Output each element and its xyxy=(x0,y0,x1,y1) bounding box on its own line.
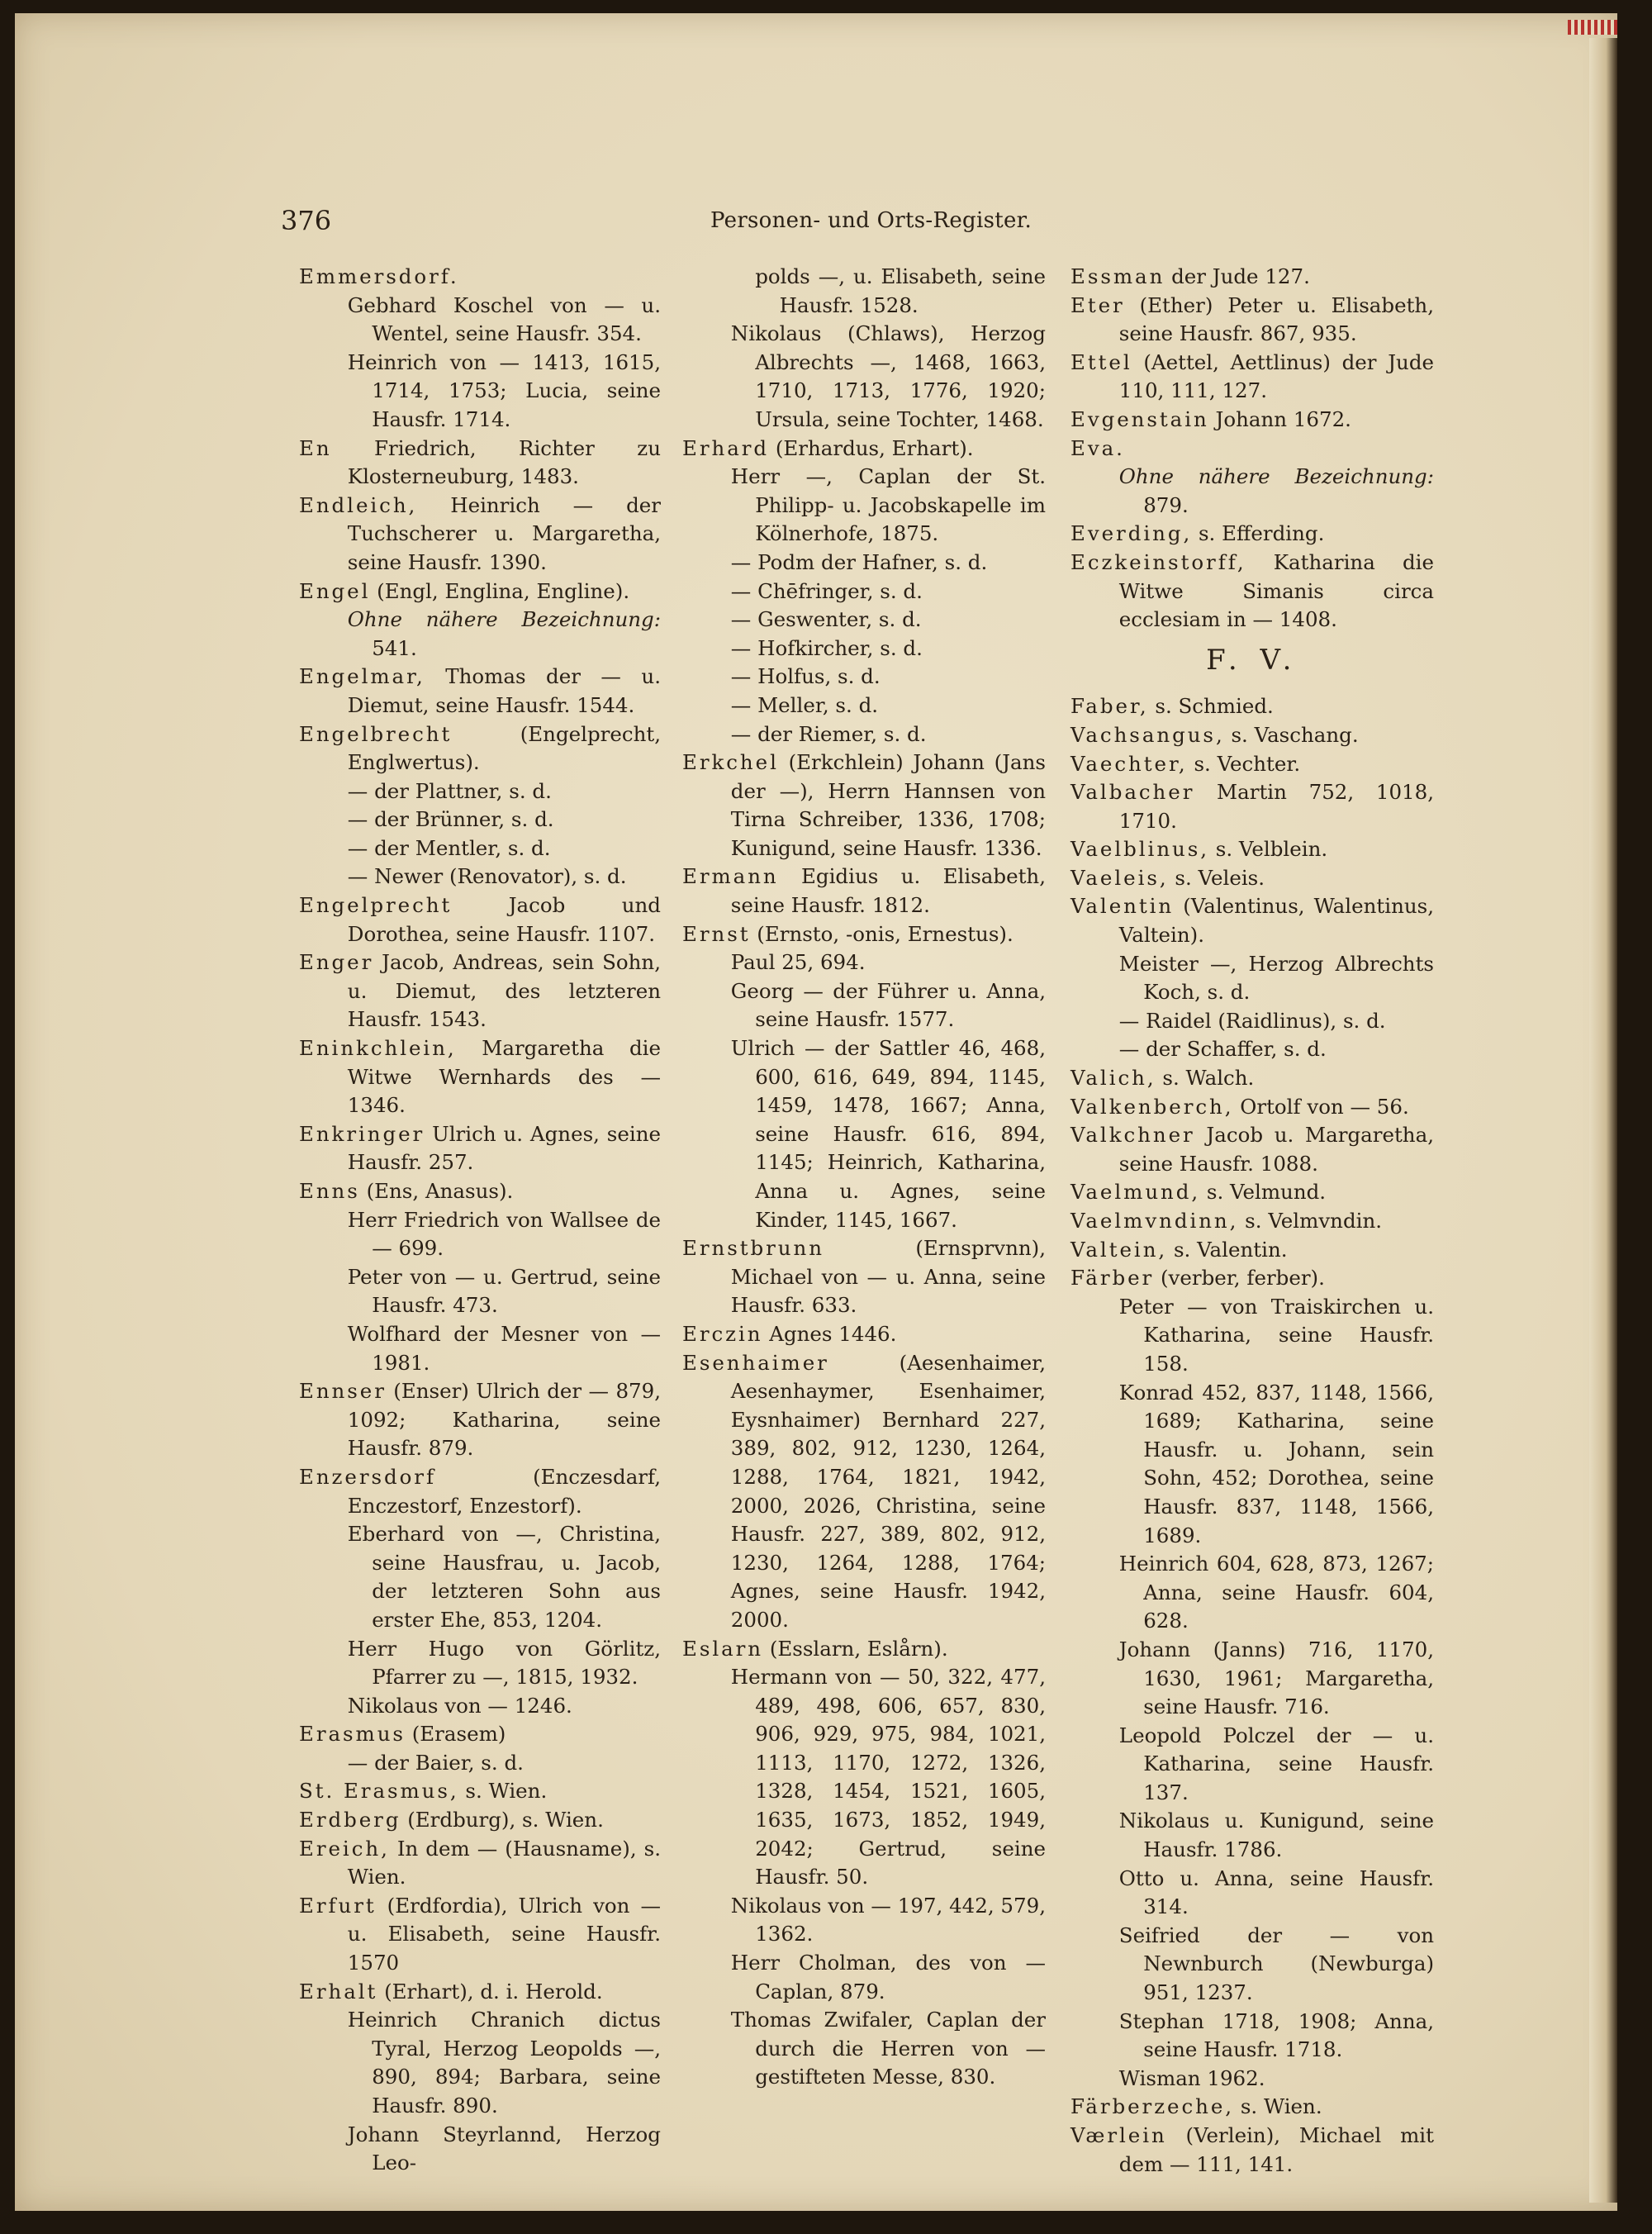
entry-text: Heinrich Chranich dictus Tyral, Herzog Leopolds —, 890, 894; Barbara, seine Hausfr. 890. xyxy=(347,2008,661,2118)
entry-text: Herr Cholman, des von — Caplan, 879. xyxy=(730,1951,1046,2003)
index-subentry xyxy=(299,606,661,663)
entry-text: Nikolaus (Chlaws), Herzog Albrechts —, 1468, 1663, 1710, 1713, 1776, 1920; Ursula, seine Tochter, 1468. xyxy=(730,321,1046,431)
entry-headword: Valkenberch, xyxy=(1070,1094,1234,1119)
entry-headword: En xyxy=(299,435,332,460)
index-subentry xyxy=(299,2121,661,2178)
index-entry xyxy=(299,435,661,492)
entry-text: Wisman 1962. xyxy=(1118,2065,1265,2090)
index-column-2 xyxy=(682,263,1046,2092)
running-title: Personen- und Orts-Register. xyxy=(710,208,1032,233)
index-column-1 xyxy=(299,263,661,2178)
index-entry xyxy=(299,1720,661,1749)
entry-text: — Chēfringer, s. d. xyxy=(730,578,923,603)
entry-headword: Ennser xyxy=(299,1379,387,1404)
entry-headword: Vaelblinus, xyxy=(1070,837,1209,862)
entry-text: Gebhard Koschel von — u. Wentel, seine Hausfr. 354. xyxy=(347,292,661,346)
index-subentry xyxy=(1070,1293,1434,1379)
index-entry xyxy=(299,263,661,292)
entry-headword: Enger xyxy=(299,950,374,975)
index-entry xyxy=(299,720,661,777)
index-subentry xyxy=(682,549,1046,578)
entry-text: (verber, ferber). xyxy=(1154,1266,1325,1290)
index-subentry xyxy=(299,834,661,863)
index-column-3 xyxy=(1070,263,1434,2179)
index-entry xyxy=(1070,1064,1434,1093)
entry-headword: Engelbrecht xyxy=(299,721,453,746)
index-subentry xyxy=(682,606,1046,635)
entry-headword: Ermann xyxy=(682,864,779,889)
entry-text: (Engl, Englina, Engline). xyxy=(370,578,630,603)
index-entry xyxy=(1070,1207,1434,1236)
entry-text: s. Vaschang. xyxy=(1224,722,1359,747)
entry-headword: Everding, xyxy=(1070,521,1193,546)
entry-headword: Valich, xyxy=(1070,1066,1156,1091)
index-entry xyxy=(1070,263,1434,292)
index-subentry xyxy=(682,320,1046,434)
entry-headword: Esenhaimer xyxy=(682,1350,829,1375)
entry-text: Eberhard von —, Christina, seine Hausfrau, u. Jacob, der letzteren Sohn aus erster Ehe, 853, 1204. xyxy=(347,1522,661,1632)
index-subentry xyxy=(299,1749,661,1778)
entry-headword: Ereich, xyxy=(299,1836,390,1861)
index-entry xyxy=(1070,778,1434,835)
index-entry xyxy=(299,663,661,720)
entry-text: (Valentinus, Walentinus, Valtein). xyxy=(1118,894,1434,948)
entry-text: Ortolf von — 56. xyxy=(1233,1094,1409,1119)
page-edge-marks xyxy=(1568,20,1617,35)
index-subentry xyxy=(682,1663,1046,1892)
entry-text: — Newer (Renovator), s. d. xyxy=(347,864,627,889)
entry-headword: St. Erasmus, xyxy=(299,1779,459,1804)
entry-headword: Ernstbrunn xyxy=(682,1236,824,1261)
index-subentry xyxy=(682,1892,1046,1949)
entry-text: Stephan 1718, 1908; Anna, seine Hausfr. 1718. xyxy=(1118,2008,1434,2062)
entry-text: s. Valentin. xyxy=(1167,1237,1288,1262)
entry-text: (Aesenhaimer, Aesenhaymer, Esenhaimer, Eysnhaimer) Bernhard 227, 389, 802, 912, 1230, 1264, 1288, 1764, 1821, 1942, 2000, 2026, Christina, seine Hausfr. 227, 389, 802, 912, 1230, 1264, 1288, 1764; Agnes, seine Hausfr. 1942, 2000. xyxy=(730,1350,1046,1632)
index-subentry xyxy=(299,863,661,891)
entry-text: — Podm der Hafner, s. d. xyxy=(730,549,988,574)
entry-text: (Enser) Ulrich der — 879, 1092; Katharina, seine Hausfr. 879. xyxy=(347,1379,661,1461)
entry-text: s. Veleis. xyxy=(1168,865,1265,890)
index-entry xyxy=(1070,292,1434,349)
entry-text: Egidius u. Elisabeth, seine Hausfr. 1812. xyxy=(730,864,1046,918)
entry-headword: Enns xyxy=(299,1179,360,1203)
entry-text: Meister —, Herzog Albrechts Koch, s. d. xyxy=(1118,951,1434,1005)
index-subentry xyxy=(1070,1807,1434,1864)
entry-text: s. Velblein. xyxy=(1209,837,1328,862)
entry-text: Heinrich — der Tuchscherer u. Margaretha, seine Hausfr. 1390. xyxy=(347,492,661,574)
index-subentry xyxy=(1070,1722,1434,1808)
index-entry xyxy=(1070,435,1434,463)
entry-headword: Erkchel xyxy=(682,750,779,775)
page-right-edge xyxy=(1589,38,1617,2203)
entry-text: (Erdburg), s. Wien. xyxy=(401,1808,604,1832)
index-subentry xyxy=(682,2006,1046,2092)
entry-text: 879. xyxy=(1143,492,1189,517)
entry-text: (Erdfordia), Ulrich von — u. Elisabeth, seine Hausfr. 1570 xyxy=(347,1893,661,1975)
entry-text: Herr Hugo von Görlitz, Pfarrer zu —, 1815, 1932. xyxy=(347,1636,661,1690)
index-entry xyxy=(1070,864,1434,893)
index-subentry xyxy=(682,720,1046,749)
entry-text: Otto u. Anna, seine Hausfr. 314. xyxy=(1118,1866,1434,1919)
index-subentry xyxy=(1070,1379,1434,1551)
entry-text: Peter von — u. Gertrud, seine Hausfr. 473. xyxy=(347,1264,661,1318)
entry-headword: Faber, xyxy=(1070,694,1149,719)
index-subentry xyxy=(299,1206,661,1263)
entry-headword: Erhalt xyxy=(299,1979,378,2003)
entry-headword: Enkringer xyxy=(299,1121,425,1146)
entry-text: Johann Steyrlannd, Herzog Leo- xyxy=(347,2122,661,2175)
entry-headword: Eslarn xyxy=(682,1636,764,1661)
entry-text: s. Vechter. xyxy=(1187,751,1301,776)
entry-text: s. Velmund. xyxy=(1200,1180,1327,1205)
index-entry xyxy=(299,1777,661,1806)
index-entry xyxy=(682,435,1046,463)
section-heading: F. V. xyxy=(1206,643,1298,677)
entry-italic-note: Ohne nähere Bezeichnung: xyxy=(347,607,661,632)
entry-headword: Værlein xyxy=(1070,2123,1167,2147)
entry-text: Johann (Janns) 716, 1170, 1630, 1961; Margaretha, seine Hausfr. 716. xyxy=(1118,1637,1434,1719)
entry-text: Jacob u. Margaretha, seine Hausfr. 1088. xyxy=(1118,1123,1434,1176)
entry-text: (Enczesdarf, Enczestorf, Enzestorf). xyxy=(347,1464,661,1518)
index-subentry xyxy=(299,1320,661,1377)
entry-text: polds —, u. Elisabeth, seine Hausfr. 1528. xyxy=(755,264,1046,317)
entry-text: s. Wien. xyxy=(458,1779,548,1804)
index-subentry xyxy=(682,263,1046,320)
index-subentry xyxy=(682,663,1046,692)
entry-text: Jacob und Dorothea, seine Hausfr. 1107. xyxy=(347,893,661,946)
index-subentry xyxy=(1070,1550,1434,1636)
entry-headword: Erczin xyxy=(682,1321,763,1346)
entry-text: — der Plattner, s. d. xyxy=(347,778,552,803)
entry-text: Ulrich — der Sattler 46, 468, 600, 616, 649, 894, 1145, 1459, 1478, 1667; Anna, seine Hausfr. 616, 894, 1145; Heinrich, Katharina, Anna u. Agnes, seine Kinder, 1145, 1667. xyxy=(730,1036,1046,1232)
entry-text: Thomas der — u. Diemut, seine Hausfr. 1544. xyxy=(347,664,661,717)
index-entry xyxy=(682,1635,1046,1664)
index-subentry xyxy=(682,1034,1046,1234)
entry-text: Agnes 1446. xyxy=(762,1321,897,1346)
entry-headword: Vaeleis, xyxy=(1070,865,1169,890)
index-entry xyxy=(299,1835,661,1892)
index-subentry xyxy=(299,2006,661,2120)
entry-text: In dem — (Hausname), s. Wien. xyxy=(347,1836,661,1889)
entry-headword: Essman xyxy=(1070,264,1165,288)
index-subentry xyxy=(682,635,1046,663)
entry-text: Wolfhard der Mesner von — 1981. xyxy=(347,1321,661,1375)
entry-text: (Erkchlein) Johann (Jans der —), Herrn Hannsen von Tirna Schreiber, 1336, 1708; Kunigund, seine Hausfr. 1336. xyxy=(730,750,1046,860)
index-entry xyxy=(1070,520,1434,549)
index-entry xyxy=(682,920,1046,949)
index-subentry xyxy=(1070,1007,1434,1036)
index-subentry xyxy=(299,1635,661,1692)
entry-headword: Endleich, xyxy=(299,492,418,517)
index-subentry xyxy=(1070,950,1434,1007)
entry-headword: Valentin xyxy=(1070,894,1175,919)
entry-text: — Geswenter, s. d. xyxy=(730,607,922,632)
entry-headword: Erdberg xyxy=(299,1808,401,1832)
index-entry xyxy=(299,1377,661,1463)
index-entry xyxy=(299,578,661,606)
entry-text: Herr —, Caplan der St. Philipp- u. Jacobskapelle im Kölnerhofe, 1875. xyxy=(730,464,1046,546)
index-subentry xyxy=(1070,2065,1434,2094)
entry-text: Konrad 452, 837, 1148, 1566, 1689; Katharina, seine Hausfr. u. Johann, sein Sohn, 452; Dorothea, seine Hausfr. 837, 1148, 1566, 1689. xyxy=(1118,1380,1434,1547)
page-number: 376 xyxy=(281,205,332,236)
index-entry xyxy=(1070,406,1434,435)
index-subentry xyxy=(682,463,1046,549)
index-entry xyxy=(299,1978,661,2007)
entry-headword: Valkchner xyxy=(1070,1123,1195,1148)
entry-text: Leopold Polczel der — u. Katharina, seine Hausfr. 137. xyxy=(1118,1723,1434,1804)
entry-text: 541. xyxy=(372,635,417,660)
index-subentry xyxy=(682,948,1046,977)
entry-text: Heinrich 604, 628, 873, 1267; Anna, seine Hausfr. 604, 628. xyxy=(1118,1552,1434,1633)
index-entry xyxy=(1070,750,1434,779)
index-entry xyxy=(299,492,661,578)
index-subentry xyxy=(1070,1865,1434,1922)
index-entry xyxy=(299,1806,661,1835)
index-entry xyxy=(682,1349,1046,1635)
index-entry xyxy=(1070,892,1434,949)
index-entry xyxy=(299,1034,661,1120)
entry-italic-note: Ohne nähere Bezeichnung: xyxy=(1118,464,1434,489)
entry-text: s. Velmvndin. xyxy=(1238,1209,1383,1233)
entry-headword: Engelmar, xyxy=(299,664,425,689)
entry-text: (Erhart), d. i. Herold. xyxy=(377,1979,603,2003)
index-subentry xyxy=(299,292,661,349)
entry-text: (Erasem) xyxy=(405,1722,506,1747)
entry-text: (Ernsto, -onis, Ernestus). xyxy=(750,921,1014,946)
entry-headword: Eninkchlein, xyxy=(299,1036,457,1061)
index-entry xyxy=(682,749,1046,863)
entry-headword: Evgenstain xyxy=(1070,406,1209,431)
index-entry xyxy=(299,1892,661,1978)
entry-headword: Erfurt xyxy=(299,1893,377,1918)
entry-headword: Vaechter, xyxy=(1070,751,1188,776)
entry-headword: Eczkeinstorff, xyxy=(1070,549,1246,574)
index-subentry xyxy=(299,1263,661,1320)
entry-text: Georg — der Führer u. Anna, seine Hausfr. 1577. xyxy=(730,978,1046,1032)
entry-text: Hermann von — 50, 322, 477, 489, 498, 606, 657, 830, 906, 929, 975, 984, 1021, 1113, 1170, 1272, 1326, 1328, 1454, 1521, 1605, 1635, 1673, 1852, 1949, 2042; Gertrud, seine Hausfr. 50. xyxy=(730,1665,1046,1889)
entry-text: (Ernsprvnn), Michael von — u. Anna, seine Hausfr. 633. xyxy=(730,1236,1046,1318)
entry-text: (Esslarn, Eslårn). xyxy=(763,1636,948,1661)
entry-headword: Färberzeche, xyxy=(1070,2094,1235,2119)
entry-text: (Aettel, Aettlinus) der Jude 110, 111, 127. xyxy=(1118,349,1434,403)
entry-text: Nikolaus von — 1246. xyxy=(347,1693,572,1718)
index-entry xyxy=(1070,1121,1434,1178)
index-subentry xyxy=(299,806,661,834)
entry-text: (Verlein), Michael mit dem — 111, 141. xyxy=(1118,2123,1434,2176)
index-entry xyxy=(1070,1093,1434,1122)
entry-text: Nikolaus von — 197, 442, 579, 1362. xyxy=(730,1893,1046,1946)
index-entry xyxy=(1070,2093,1434,2122)
entry-headword: Valbacher xyxy=(1070,780,1195,805)
entry-text: — der Schaffer, s. d. xyxy=(1118,1037,1327,1062)
index-entry xyxy=(1070,549,1434,635)
index-subentry xyxy=(682,578,1046,606)
index-subentry xyxy=(682,692,1046,720)
entry-text: — Meller, s. d. xyxy=(730,692,879,717)
index-entry xyxy=(299,1177,661,1206)
index-subentry xyxy=(682,977,1046,1034)
entry-headword: Erhard xyxy=(682,435,770,460)
index-entry xyxy=(1070,721,1434,750)
entry-text: Margaretha die Witwe Wernhards des — 1346. xyxy=(347,1036,661,1118)
index-subentry xyxy=(682,1949,1046,2006)
entry-text: (Ens, Anasus). xyxy=(359,1179,514,1203)
index-entry xyxy=(299,1120,661,1177)
entry-text: der Jude 127. xyxy=(1165,264,1310,288)
index-entry xyxy=(1070,835,1434,864)
entry-headword: Ernst xyxy=(682,921,751,946)
entry-headword: Vaelmund, xyxy=(1070,1180,1201,1205)
entry-text: — Raidel (Raidlinus), s. d. xyxy=(1118,1008,1386,1033)
entry-text: s. Schmied. xyxy=(1148,694,1274,719)
entry-text: Ulrich u. Agnes, seine Hausfr. 257. xyxy=(347,1121,661,1175)
entry-headword: Eter xyxy=(1070,292,1125,317)
index-entry xyxy=(1070,1236,1434,1265)
index-subentry xyxy=(1070,463,1434,520)
index-subentry xyxy=(1070,2008,1434,2065)
entry-text: s. Wien. xyxy=(1234,2094,1322,2119)
entry-text: — der Riemer, s. d. xyxy=(730,721,927,746)
index-entry xyxy=(1070,692,1434,721)
entry-text: — Hofkircher, s. d. xyxy=(730,635,923,660)
entry-headword: Erasmus xyxy=(299,1722,406,1747)
index-subentry xyxy=(1070,1922,1434,2008)
index-entry xyxy=(682,1320,1046,1349)
entry-text: Johann 1672. xyxy=(1208,406,1351,431)
entry-headword: Engel xyxy=(299,578,371,603)
entry-text: (Ether) Peter u. Elisabeth, seine Hausfr. 867, 935. xyxy=(1118,292,1434,346)
index-entry xyxy=(682,863,1046,920)
page-header xyxy=(281,205,1470,238)
entry-text: Jacob, Andreas, sein Sohn, u. Diemut, des letzteren Hausfr. 1543. xyxy=(347,950,661,1032)
entry-text: Nikolaus u. Kunigund, seine Hausfr. 1786. xyxy=(1118,1809,1434,1862)
entry-headword: Ettel xyxy=(1070,349,1132,374)
entry-text: — der Brünner, s. d. xyxy=(347,807,554,832)
index-entry xyxy=(299,1463,661,1520)
index-subentry xyxy=(299,1692,661,1721)
entry-text: Peter — von Traiskirchen u. Katharina, seine Hausfr. 158. xyxy=(1118,1294,1434,1376)
entry-text: Martin 752, 1018, 1710. xyxy=(1118,780,1434,833)
entry-headword: Vachsangus, xyxy=(1070,722,1225,747)
index-subentry xyxy=(299,777,661,806)
entry-headword: Engelprecht xyxy=(299,893,453,918)
entry-headword: Vaelmvndinn, xyxy=(1070,1209,1239,1233)
index-entry xyxy=(299,948,661,1034)
index-entry xyxy=(1070,1178,1434,1207)
entry-headword: Emmersdorf. xyxy=(299,264,459,288)
index-entry xyxy=(1070,1264,1434,1293)
entry-text: — Holfus, s. d. xyxy=(730,664,881,689)
index-entry xyxy=(1070,349,1434,406)
index-entry xyxy=(682,1234,1046,1320)
index-subentry xyxy=(1070,1636,1434,1722)
index-entry xyxy=(299,891,661,948)
entry-headword: Färber xyxy=(1070,1266,1155,1290)
entry-text: Katharina die Witwe Simanis circa ecclesiam in — 1408. xyxy=(1118,549,1434,632)
entry-text: s. Walch. xyxy=(1156,1066,1255,1091)
entry-text: Seifried der — von Newnburch (Newburga) 951, 1237. xyxy=(1118,1923,1434,2005)
entry-text: Heinrich von — 1413, 1615, 1714, 1753; Lucia, seine Hausfr. 1714. xyxy=(347,349,661,431)
entry-headword: Valtein, xyxy=(1070,1237,1168,1262)
index-subentry xyxy=(299,1520,661,1634)
entry-text: Paul 25, 694. xyxy=(730,950,866,975)
entry-headword: Eva. xyxy=(1070,435,1125,460)
index-entry xyxy=(1070,2122,1434,2179)
entry-text: Thomas Zwifaler, Caplan der durch die Herren von — gestifteten Messe, 830. xyxy=(730,2008,1046,2089)
entry-text: (Erhardus, Erhart). xyxy=(769,435,974,460)
entry-text: — der Baier, s. d. xyxy=(347,1750,524,1775)
entry-text: — der Mentler, s. d. xyxy=(347,835,551,860)
entry-text: (Engelprecht, Englwertus). xyxy=(347,721,661,775)
entry-text: s. Efferding. xyxy=(1192,521,1325,546)
entry-headword: Enzersdorf xyxy=(299,1464,436,1489)
entry-text: Herr Friedrich von Wallsee de — 699. xyxy=(347,1207,661,1261)
entry-text: Friedrich, Richter zu Klosterneuburg, 1483. xyxy=(331,435,661,489)
index-subentry xyxy=(1070,1035,1434,1064)
index-subentry xyxy=(299,349,661,435)
